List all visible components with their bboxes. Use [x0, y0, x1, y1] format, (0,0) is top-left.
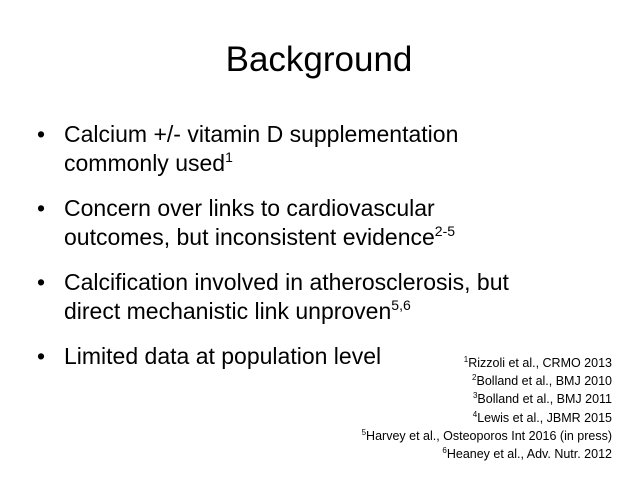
reference-number: 5 [361, 427, 367, 437]
reference-item [292, 427, 612, 445]
bullet-marker: • [37, 195, 46, 221]
reference-text: Lewis et al., JBMR 2015 [477, 410, 612, 425]
bullet-text-line1: Calcium +/- vitamin D supplementation [64, 121, 459, 147]
bullet-item [37, 120, 607, 178]
bullet-item [37, 268, 607, 326]
bullet-marker: • [37, 269, 46, 295]
reference-text: Rizzoli et al., CRMO 2013 [468, 356, 612, 370]
slide-title: Background [225, 40, 413, 79]
bullet-marker: • [37, 121, 46, 147]
reference-text: Bolland et al., BMJ 2011 [477, 392, 612, 407]
reference-item [292, 354, 612, 372]
reference-list [292, 354, 612, 463]
reference-text: Heaney et al., Adv. Nutr. 2012 [446, 447, 612, 462]
bullet-text-line1: Limited data at population level [64, 343, 382, 369]
reference-text: Harvey et al., Osteoporos Int 2016 (in press) [366, 428, 612, 443]
reference-number: 4 [472, 409, 478, 419]
citation-superscript: 1 [225, 149, 233, 165]
reference-item [292, 372, 612, 390]
reference-number: 6 [442, 446, 447, 456]
reference-text: Bolland et al., BMJ 2010 [476, 374, 612, 389]
reference-item [292, 390, 612, 408]
bullet-text-line1: Concern over links to cardiovascular [64, 195, 435, 221]
reference-number: 3 [472, 391, 478, 401]
reference-number: 1 [463, 355, 469, 364]
reference-item [292, 445, 612, 463]
reference-item [292, 409, 612, 427]
bullet-marker: • [37, 343, 46, 369]
bullet-item [37, 194, 607, 252]
reference-number: 2 [472, 373, 477, 383]
bullet-list [37, 120, 607, 387]
bullet-text-line2: commonly used [64, 150, 226, 176]
bullet-text-line2: direct mechanistic link unproven [64, 298, 392, 324]
bullet-text-line1: Calcification involved in atherosclerosis, but [64, 269, 509, 295]
citation-superscript: 5,6 [391, 297, 411, 313]
citation-superscript: 2-5 [434, 223, 456, 239]
bullet-text-line2: outcomes, but inconsistent evidence [64, 224, 435, 250]
